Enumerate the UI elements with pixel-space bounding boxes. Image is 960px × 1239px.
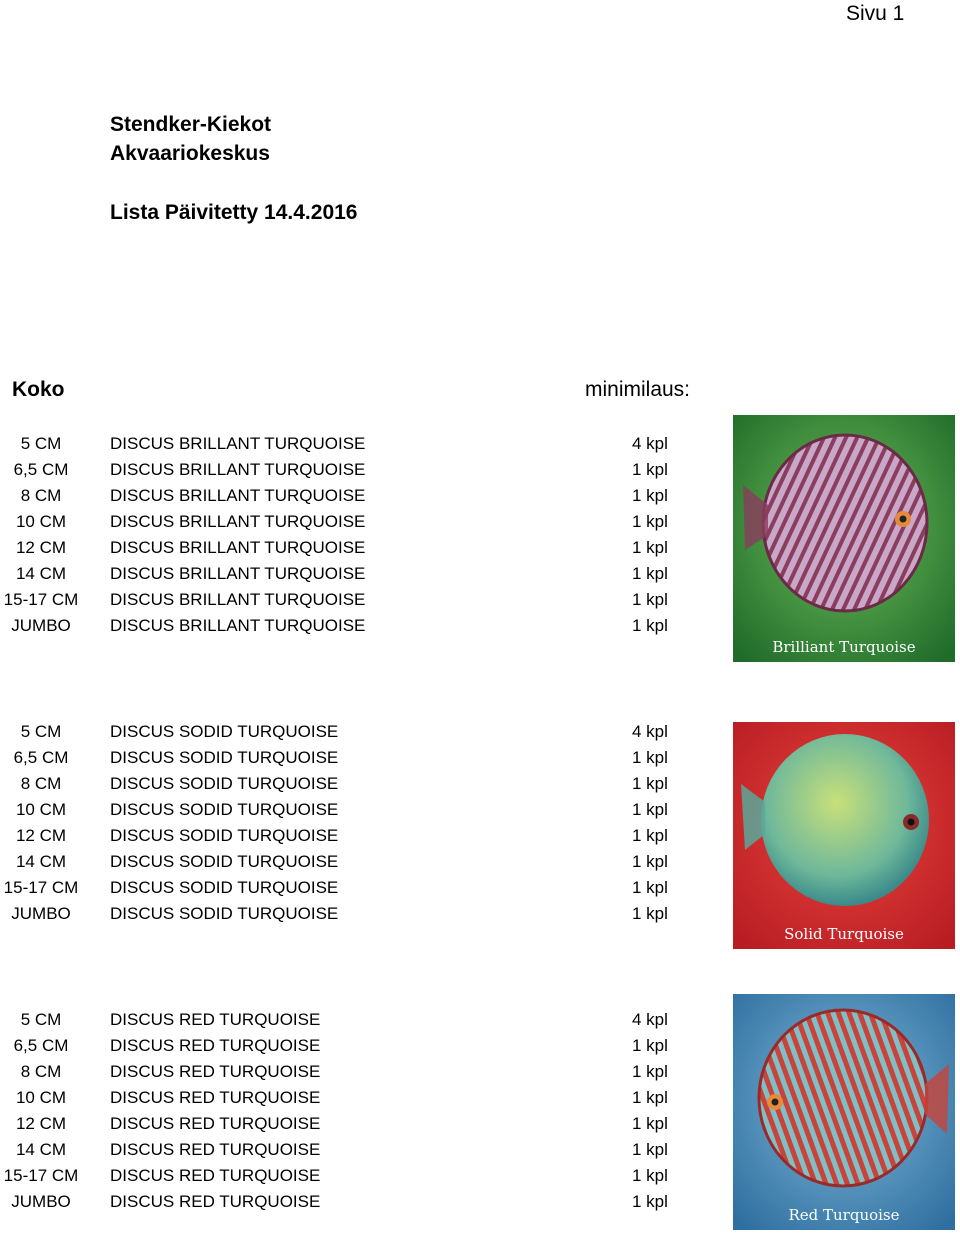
size-cell: 10 CM: [15, 800, 67, 819]
product-name: DISCUS RED TURQUOISE: [110, 1036, 321, 1055]
qty-cell: 1 kpl: [632, 748, 668, 767]
size-cell: 12 CM: [15, 826, 67, 845]
table-row: [0, 590, 720, 616]
qty-cell: 4 kpl: [632, 1010, 668, 1029]
product-name: DISCUS RED TURQUOISE: [110, 1062, 321, 1081]
table-row: [0, 774, 720, 800]
size-cell: 8 CM: [20, 774, 62, 793]
list-updated-date: Lista Päivitetty 14.4.2016: [110, 201, 358, 224]
table-row: [0, 616, 720, 642]
qty-cell: 1 kpl: [632, 1114, 668, 1133]
qty-cell: 1 kpl: [632, 904, 668, 923]
discus-fish-illustration: [733, 994, 955, 1230]
product-name: DISCUS BRILLANT TURQUOISE: [110, 512, 366, 531]
size-cell: JUMBO: [11, 616, 71, 635]
size-cell: 6,5 CM: [13, 1036, 69, 1055]
size-cell: 6,5 CM: [13, 460, 69, 479]
qty-cell: 1 kpl: [632, 852, 668, 871]
product-name: DISCUS BRILLANT TURQUOISE: [110, 564, 366, 583]
product-name: DISCUS BRILLANT TURQUOISE: [110, 434, 366, 453]
table-row: [0, 460, 720, 486]
solid-turquoise-photo: [733, 722, 955, 949]
product-name: DISCUS RED TURQUOISE: [110, 1192, 321, 1211]
min-order-column-header: minimilaus:: [585, 378, 691, 401]
table-row: [0, 826, 720, 852]
size-cell: 5 CM: [20, 1010, 62, 1029]
product-name: DISCUS RED TURQUOISE: [110, 1010, 321, 1029]
size-cell: 15-17 CM: [3, 1166, 79, 1185]
table-row: [0, 538, 720, 564]
table-row: [0, 878, 720, 904]
size-cell: 14 CM: [15, 852, 67, 871]
table-row: [0, 800, 720, 826]
size-cell: 5 CM: [20, 722, 62, 741]
qty-cell: 1 kpl: [632, 800, 668, 819]
table-row: [0, 904, 720, 930]
table-row: [0, 852, 720, 878]
qty-cell: 1 kpl: [632, 1166, 668, 1185]
table-row: [0, 722, 720, 748]
table-row: [0, 1088, 720, 1114]
table-row: [0, 1192, 720, 1218]
size-cell: 12 CM: [15, 1114, 67, 1133]
product-name: DISCUS SODID TURQUOISE: [110, 774, 339, 793]
product-name: DISCUS BRILLANT TURQUOISE: [110, 486, 366, 505]
product-name: DISCUS SODID TURQUOISE: [110, 722, 339, 741]
product-name: DISCUS RED TURQUOISE: [110, 1166, 321, 1185]
size-column-header: Koko: [12, 378, 65, 401]
product-name: DISCUS SODID TURQUOISE: [110, 852, 339, 871]
table-row: [0, 1140, 720, 1166]
table-row: [0, 564, 720, 590]
size-cell: JUMBO: [11, 1192, 71, 1211]
size-cell: 8 CM: [20, 1062, 62, 1081]
photo-caption: Brilliant Turquoise: [772, 638, 916, 656]
discus-fish-illustration: [733, 415, 955, 662]
table-row: [0, 748, 720, 774]
qty-cell: 1 kpl: [632, 616, 668, 635]
company-subtitle: Akvaariokeskus: [110, 142, 270, 165]
product-name: DISCUS BRILLANT TURQUOISE: [110, 538, 366, 557]
brilliant-turquoise-photo: [733, 415, 955, 662]
product-name: DISCUS BRILLANT TURQUOISE: [110, 460, 366, 479]
qty-cell: 1 kpl: [632, 1062, 668, 1081]
qty-cell: 4 kpl: [632, 722, 668, 741]
size-cell: 12 CM: [15, 538, 67, 557]
size-cell: 10 CM: [15, 512, 67, 531]
product-name: DISCUS RED TURQUOISE: [110, 1114, 321, 1133]
qty-cell: 1 kpl: [632, 1192, 668, 1211]
product-name: DISCUS SODID TURQUOISE: [110, 878, 339, 897]
size-cell: JUMBO: [11, 904, 71, 923]
table-row: [0, 512, 720, 538]
size-cell: 15-17 CM: [3, 590, 79, 609]
discus-fish-illustration: [733, 722, 955, 949]
size-cell: 14 CM: [15, 1140, 67, 1159]
size-cell: 6,5 CM: [13, 748, 69, 767]
table-row: [0, 1036, 720, 1062]
qty-cell: 1 kpl: [632, 1088, 668, 1107]
photo-caption: Solid Turquoise: [784, 925, 904, 943]
size-cell: 8 CM: [20, 486, 62, 505]
size-cell: 15-17 CM: [3, 878, 79, 897]
qty-cell: 1 kpl: [632, 486, 668, 505]
qty-cell: 1 kpl: [632, 512, 668, 531]
table-row: [0, 1010, 720, 1036]
product-name: DISCUS SODID TURQUOISE: [110, 800, 339, 819]
qty-cell: 1 kpl: [632, 538, 668, 557]
qty-cell: 1 kpl: [632, 1140, 668, 1159]
product-name: DISCUS SODID TURQUOISE: [110, 826, 339, 845]
product-name: DISCUS BRILLANT TURQUOISE: [110, 590, 366, 609]
qty-cell: 1 kpl: [632, 878, 668, 897]
page-number: Sivu 1: [846, 2, 905, 25]
qty-cell: 1 kpl: [632, 826, 668, 845]
product-name: DISCUS SODID TURQUOISE: [110, 748, 339, 767]
qty-cell: 1 kpl: [632, 590, 668, 609]
size-cell: 14 CM: [15, 564, 67, 583]
size-cell: 5 CM: [20, 434, 62, 453]
table-row: [0, 1062, 720, 1088]
table-row: [0, 434, 720, 460]
size-cell: 10 CM: [15, 1088, 67, 1107]
qty-cell: 4 kpl: [632, 434, 668, 453]
company-name: Stendker-Kiekot: [110, 113, 272, 136]
qty-cell: 1 kpl: [632, 564, 668, 583]
table-row: [0, 486, 720, 512]
product-name: DISCUS BRILLANT TURQUOISE: [110, 616, 366, 635]
qty-cell: 1 kpl: [632, 460, 668, 479]
table-row: [0, 1166, 720, 1192]
product-name: DISCUS RED TURQUOISE: [110, 1140, 321, 1159]
qty-cell: 1 kpl: [632, 774, 668, 793]
photo-caption: Red Turquoise: [788, 1206, 900, 1224]
qty-cell: 1 kpl: [632, 1036, 668, 1055]
product-name: DISCUS SODID TURQUOISE: [110, 904, 339, 923]
table-row: [0, 1114, 720, 1140]
product-name: DISCUS RED TURQUOISE: [110, 1088, 321, 1107]
red-turquoise-photo: [733, 994, 955, 1230]
